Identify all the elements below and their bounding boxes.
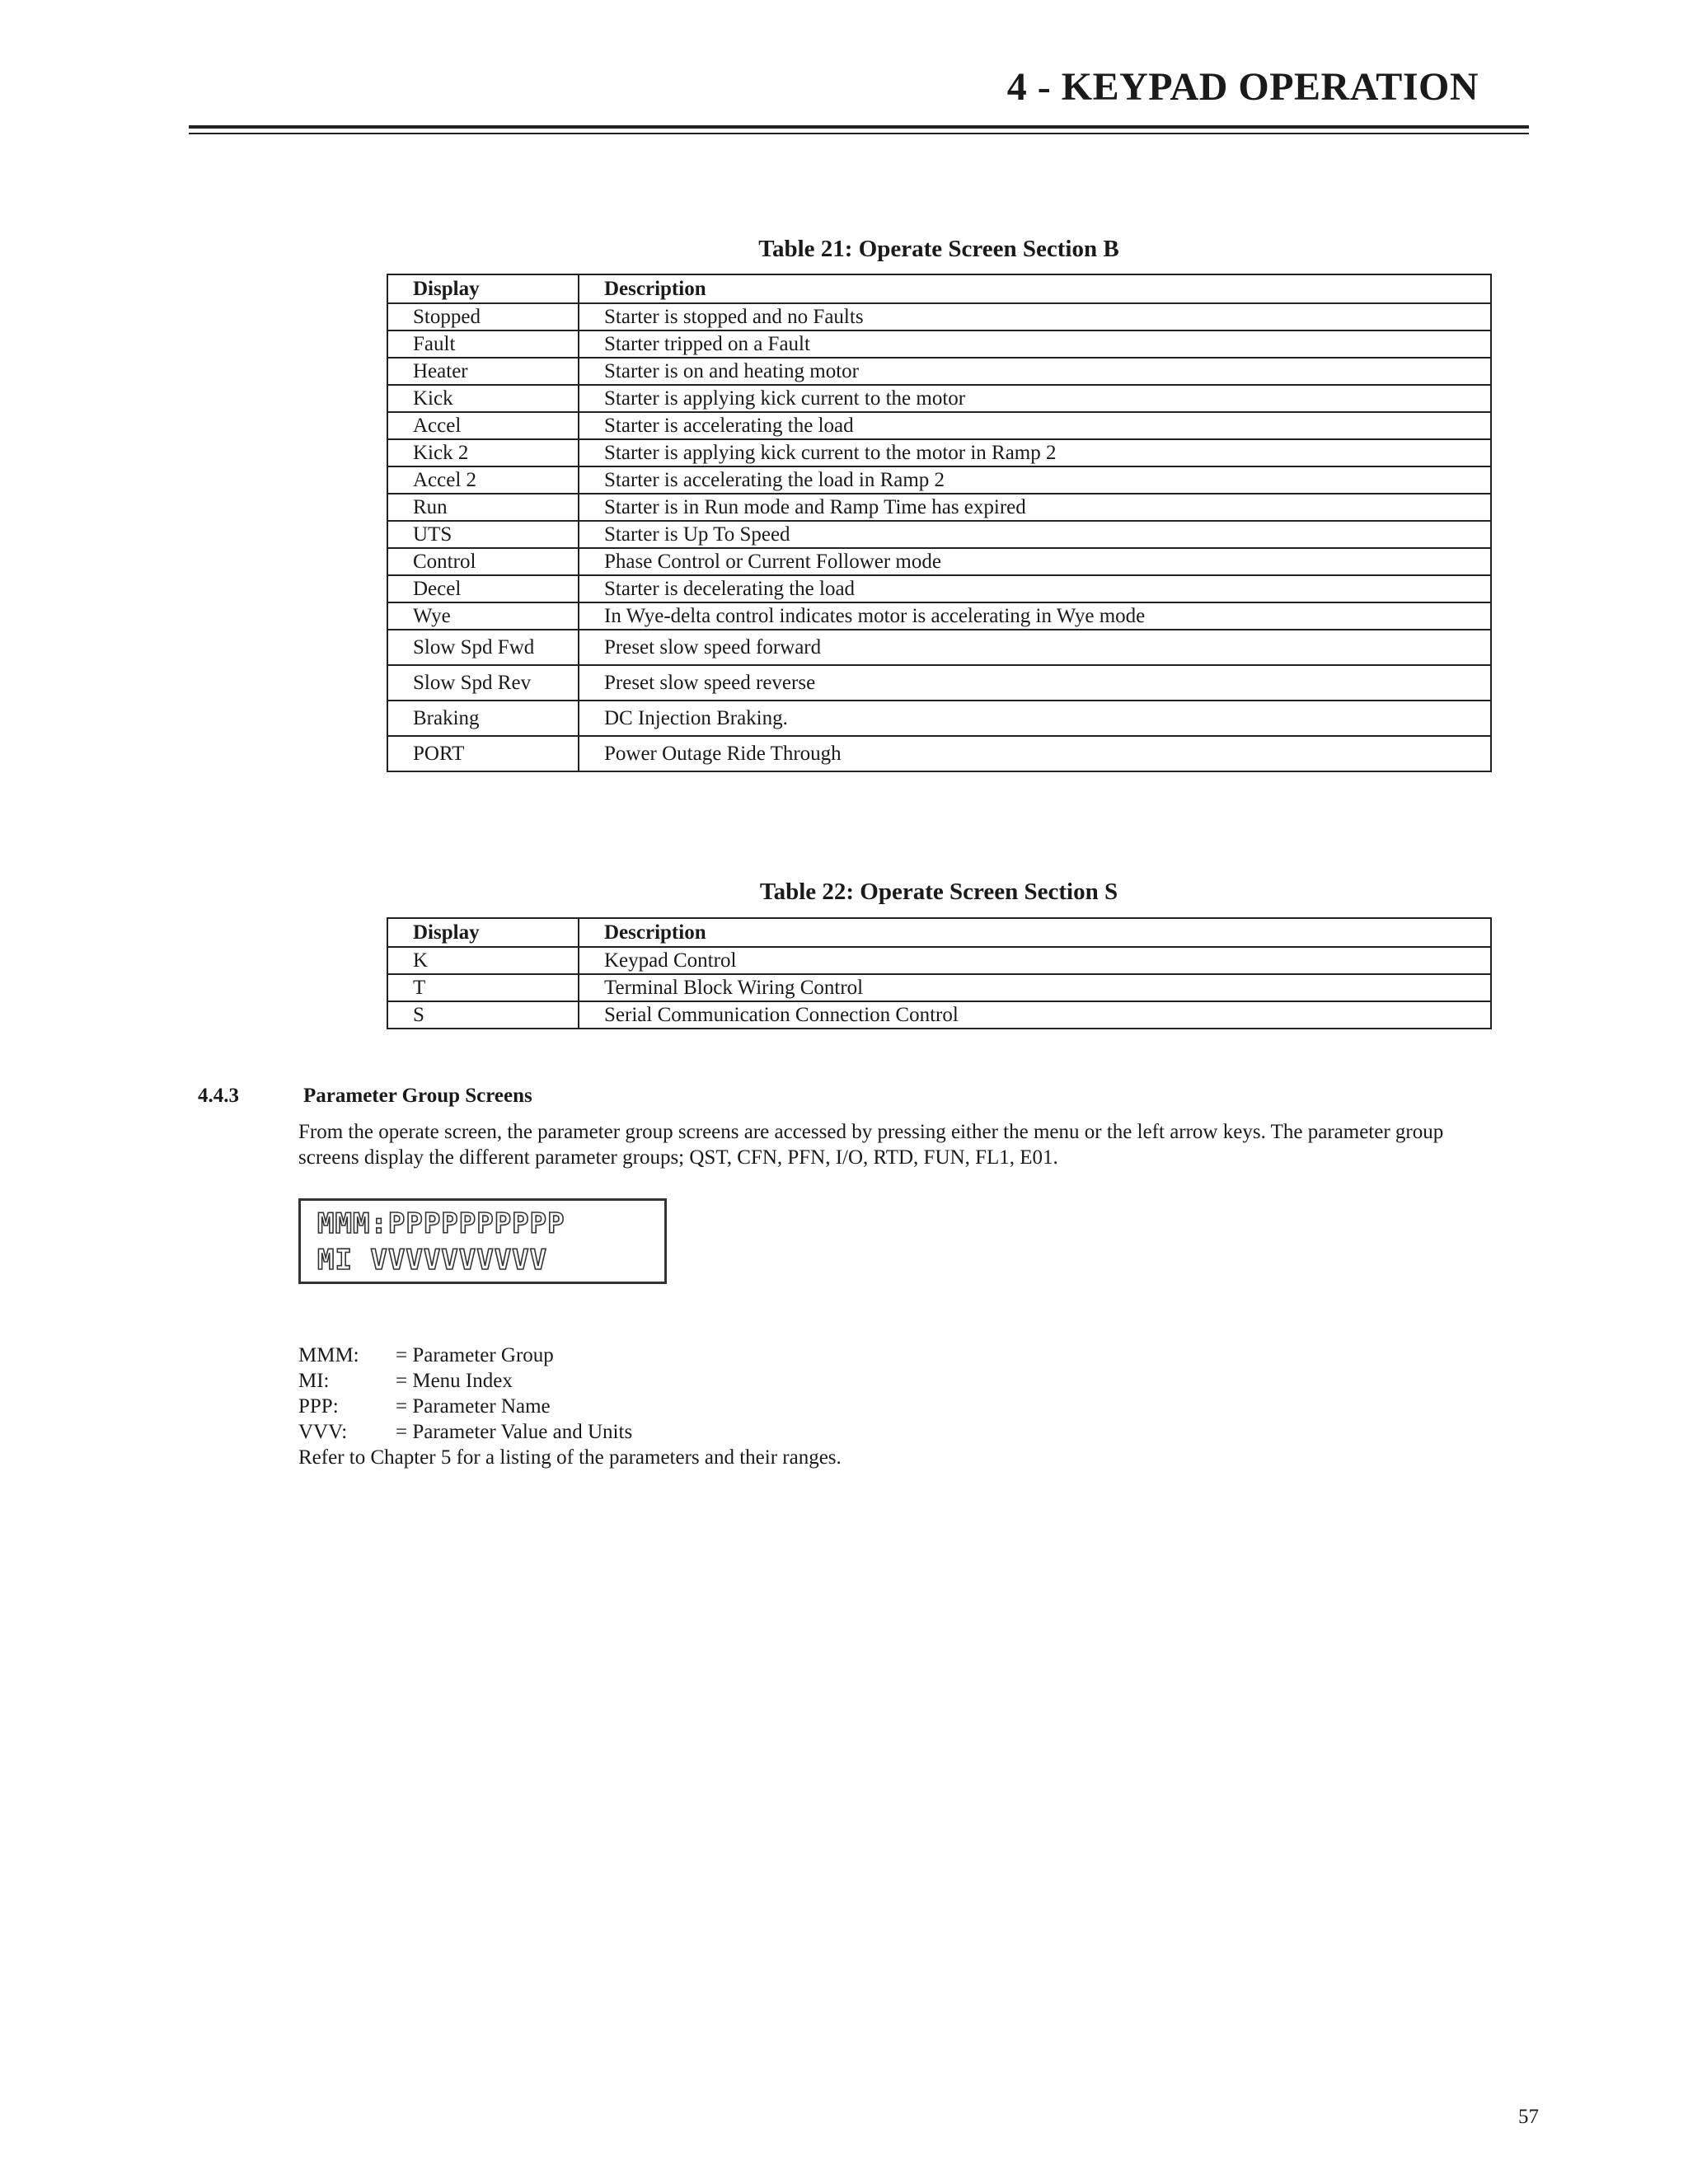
table-cell: Accel 2	[387, 466, 579, 494]
legend-value: = Parameter Value and Units	[396, 1421, 633, 1443]
table-cell: T	[387, 974, 579, 1001]
table-cell: Heater	[387, 358, 579, 385]
legend-item	[298, 1394, 551, 1419]
table-cell: DC Injection Braking.	[579, 701, 1491, 736]
legend-key: MI:	[298, 1370, 330, 1392]
table-cell: Preset slow speed forward	[579, 630, 1491, 665]
table-row	[387, 358, 1491, 385]
table21-header-description: Description	[579, 274, 1491, 303]
table-cell: Starter is applying kick current to the motor in Ramp 2	[579, 439, 1491, 466]
table-row	[387, 602, 1491, 630]
table-row	[387, 736, 1491, 771]
legend-value: = Parameter Name	[396, 1395, 551, 1418]
table-row	[387, 303, 1491, 330]
table21	[387, 274, 1492, 772]
table-cell: S	[387, 1001, 579, 1029]
table-row	[387, 466, 1491, 494]
lcd-display-example	[298, 1198, 667, 1284]
table-cell: Stopped	[387, 303, 579, 330]
table-cell: Slow Spd Rev	[387, 665, 579, 701]
table-row	[387, 974, 1491, 1001]
table-row	[387, 521, 1491, 548]
table-cell: Phase Control or Current Follower mode	[579, 548, 1491, 575]
chapter-title: 4 - KEYPAD OPERATION	[1006, 65, 1479, 109]
chapter-note: Refer to Chapter 5 for a listing of the parameters and their ranges.	[298, 1446, 842, 1469]
legend-key: MMM:	[298, 1344, 359, 1366]
table21-header-display: Display	[387, 274, 579, 303]
table-cell: In Wye-delta control indicates motor is accelerating in Wye mode	[579, 602, 1491, 630]
lcd-line-2: MI VVVVVVVVVV	[317, 1244, 548, 1277]
table22-caption: Table 22: Operate Screen Section S	[759, 879, 1118, 905]
lcd-line-1: MMM:PPPPPPPPPP	[317, 1207, 565, 1240]
table-cell: Braking	[387, 701, 579, 736]
table-cell: Starter is in Run mode and Ramp Time has expired	[579, 494, 1491, 521]
table-row	[387, 494, 1491, 521]
table-cell: UTS	[387, 521, 579, 548]
table-row	[387, 330, 1491, 358]
table-cell: Power Outage Ride Through	[579, 736, 1491, 771]
table-row	[387, 575, 1491, 602]
header-rule-thin	[189, 133, 1529, 134]
table-row	[387, 665, 1491, 701]
table22-header-description: Description	[579, 918, 1491, 947]
table-cell: Serial Communication Connection Control	[579, 1001, 1491, 1029]
table-cell: Starter is stopped and no Faults	[579, 303, 1491, 330]
table-cell: Kick	[387, 385, 579, 412]
table-cell: Starter is accelerating the load	[579, 412, 1491, 439]
table-cell: Wye	[387, 602, 579, 630]
table-row	[387, 548, 1491, 575]
legend-value: = Menu Index	[396, 1370, 513, 1392]
table-cell: Starter is decelerating the load	[579, 575, 1491, 602]
table-cell: PORT	[387, 736, 579, 771]
table-cell: Control	[387, 548, 579, 575]
table-cell: Preset slow speed reverse	[579, 665, 1491, 701]
table-row	[387, 947, 1491, 974]
table-cell: Fault	[387, 330, 579, 358]
table-row	[387, 701, 1491, 736]
page-number: 57	[1518, 2106, 1539, 2128]
legend-key: PPP:	[298, 1395, 339, 1418]
section-paragraph: From the operate screen, the parameter group screens are accessed by pressing either the menu or the left arrow keys. The parameter group screens display the different parameter groups; QST, CFN, PFN, I/O, RTD, FUN, FL1, E01.	[298, 1121, 1444, 1169]
section-title: Parameter Group Screens	[303, 1085, 532, 1107]
table-row	[387, 439, 1491, 466]
table22	[387, 917, 1492, 1029]
table-cell: Keypad Control	[579, 947, 1491, 974]
table-row	[387, 630, 1491, 665]
table-row	[387, 385, 1491, 412]
table-cell: Kick 2	[387, 439, 579, 466]
table-cell: Run	[387, 494, 579, 521]
legend-item	[298, 1368, 513, 1394]
table-cell: Slow Spd Fwd	[387, 630, 579, 665]
section-number: 4.4.3	[198, 1085, 239, 1107]
table-cell: Starter is on and heating motor	[579, 358, 1491, 385]
legend-key: VVV:	[298, 1421, 348, 1443]
table-cell: Starter tripped on a Fault	[579, 330, 1491, 358]
legend-value: = Parameter Group	[396, 1344, 554, 1366]
legend-item	[298, 1419, 632, 1445]
table-row	[387, 412, 1491, 439]
table22-header-display: Display	[387, 918, 579, 947]
table-cell: Starter is applying kick current to the motor	[579, 385, 1491, 412]
table21-caption: Table 21: Operate Screen Section B	[758, 236, 1119, 262]
header-rule-thick	[189, 125, 1529, 129]
table-cell: Decel	[387, 575, 579, 602]
table-row	[387, 1001, 1491, 1029]
table-cell: Accel	[387, 412, 579, 439]
table-cell: Starter is Up To Speed	[579, 521, 1491, 548]
legend-item	[298, 1343, 554, 1368]
table-cell: Terminal Block Wiring Control	[579, 974, 1491, 1001]
table-cell: Starter is accelerating the load in Ramp 2	[579, 466, 1491, 494]
table-cell: K	[387, 947, 579, 974]
